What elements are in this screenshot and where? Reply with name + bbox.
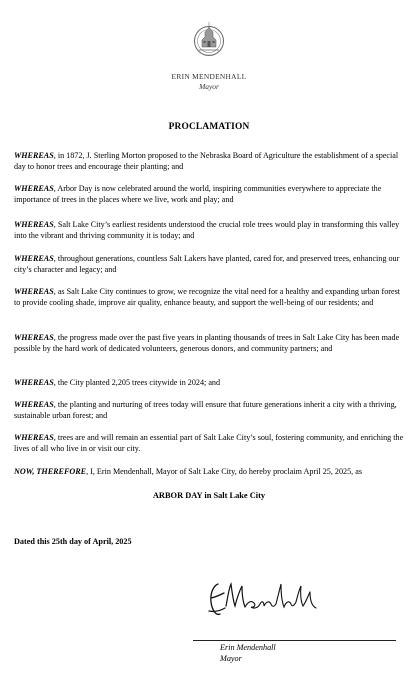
signatory-title: Mayor: [220, 654, 242, 663]
paragraph-lead: NOW, THEREFORE: [14, 467, 87, 476]
proclamation-title: PROCLAMATION: [168, 122, 250, 132]
arbor-day-declaration: ARBOR DAY in Salt Lake City: [152, 491, 266, 500]
now-therefore-paragraph: [14, 467, 406, 478]
paragraph-text: , Arbor Day is now celebrated around the world, inspiring communities everywhere to appreciate the importance of trees in the places where we live, work and play; and: [14, 184, 382, 204]
whereas-paragraph: [14, 151, 406, 172]
paragraph-lead: WHEREAS: [14, 400, 54, 409]
paragraph-lead: WHEREAS: [14, 433, 54, 442]
paragraph-lead: WHEREAS: [14, 378, 54, 387]
whereas-paragraph: [14, 220, 406, 241]
signature-line: [193, 640, 396, 641]
paragraph-text: , the City planted 2,205 trees citywide in 2024; and: [53, 378, 221, 387]
paragraph-text: , as Salt Lake City continues to grow, we recognize the vital need for a healthy and expanding urban forest to provide cooling shade, improve air quality, enhance beauty, and support the well-being of our residents; and: [14, 287, 401, 307]
paragraph-lead: WHEREAS: [14, 254, 54, 263]
paragraph-text: , Salt Lake City’s earliest residents understood the crucial role trees would play in transforming this valley into the vibrant and thriving community it is today; and: [14, 220, 400, 240]
whereas-paragraph: [14, 400, 406, 421]
whereas-paragraph: [14, 287, 406, 308]
paragraph-text: , the progress made over the past five years in planting thousands of trees in Salt Lake City has been made possible by the hard work of dedicated volunteers, generous donors, and community partners; and: [14, 333, 400, 353]
paragraph-lead: WHEREAS: [14, 287, 54, 296]
city-seal-icon: [193, 20, 225, 62]
whereas-paragraph: [14, 254, 406, 275]
paragraph-text: , throughout generations, countless Salt Lakers have planted, cared for, and preserved trees, enhancing our city’s character and legacy; and: [14, 254, 400, 274]
paragraph-text: , the planting and nurturing of trees today will ensure that future generations inherit a city with a thriving, sustainable urban forest; and: [14, 400, 397, 420]
paragraph-lead: WHEREAS: [14, 220, 54, 229]
paragraph-text: , I, Erin Mendenhall, Mayor of Salt Lake City, do hereby proclaim April 25, 2025, as: [86, 467, 362, 476]
whereas-paragraph: [14, 378, 406, 389]
paragraph-lead: WHEREAS: [14, 333, 54, 342]
signatory-name: Erin Mendenhall: [220, 643, 276, 652]
letterhead-mayor-name: ERIN MENDENHALL: [171, 72, 247, 81]
whereas-paragraph: [14, 433, 406, 454]
dated-line: Dated this 25th day of April, 2025: [14, 537, 132, 546]
handwritten-signature-icon: [204, 578, 324, 620]
whereas-paragraph: [14, 184, 406, 205]
paragraph-text: , in 1872, J. Sterling Morton proposed to the Nebraska Board of Agriculture the establishment of a special day to honor trees and encourage their planting; and: [14, 151, 399, 171]
paragraph-lead: WHEREAS: [14, 184, 54, 193]
letterhead-mayor-title: Mayor: [199, 82, 219, 91]
whereas-paragraph: [14, 333, 406, 354]
paragraph-lead: WHEREAS: [14, 151, 54, 160]
paragraph-text: , trees are and will remain an essential part of Salt Lake City’s soul, fostering community, and enriching the lives of all who live in or visit our city.: [14, 433, 404, 453]
